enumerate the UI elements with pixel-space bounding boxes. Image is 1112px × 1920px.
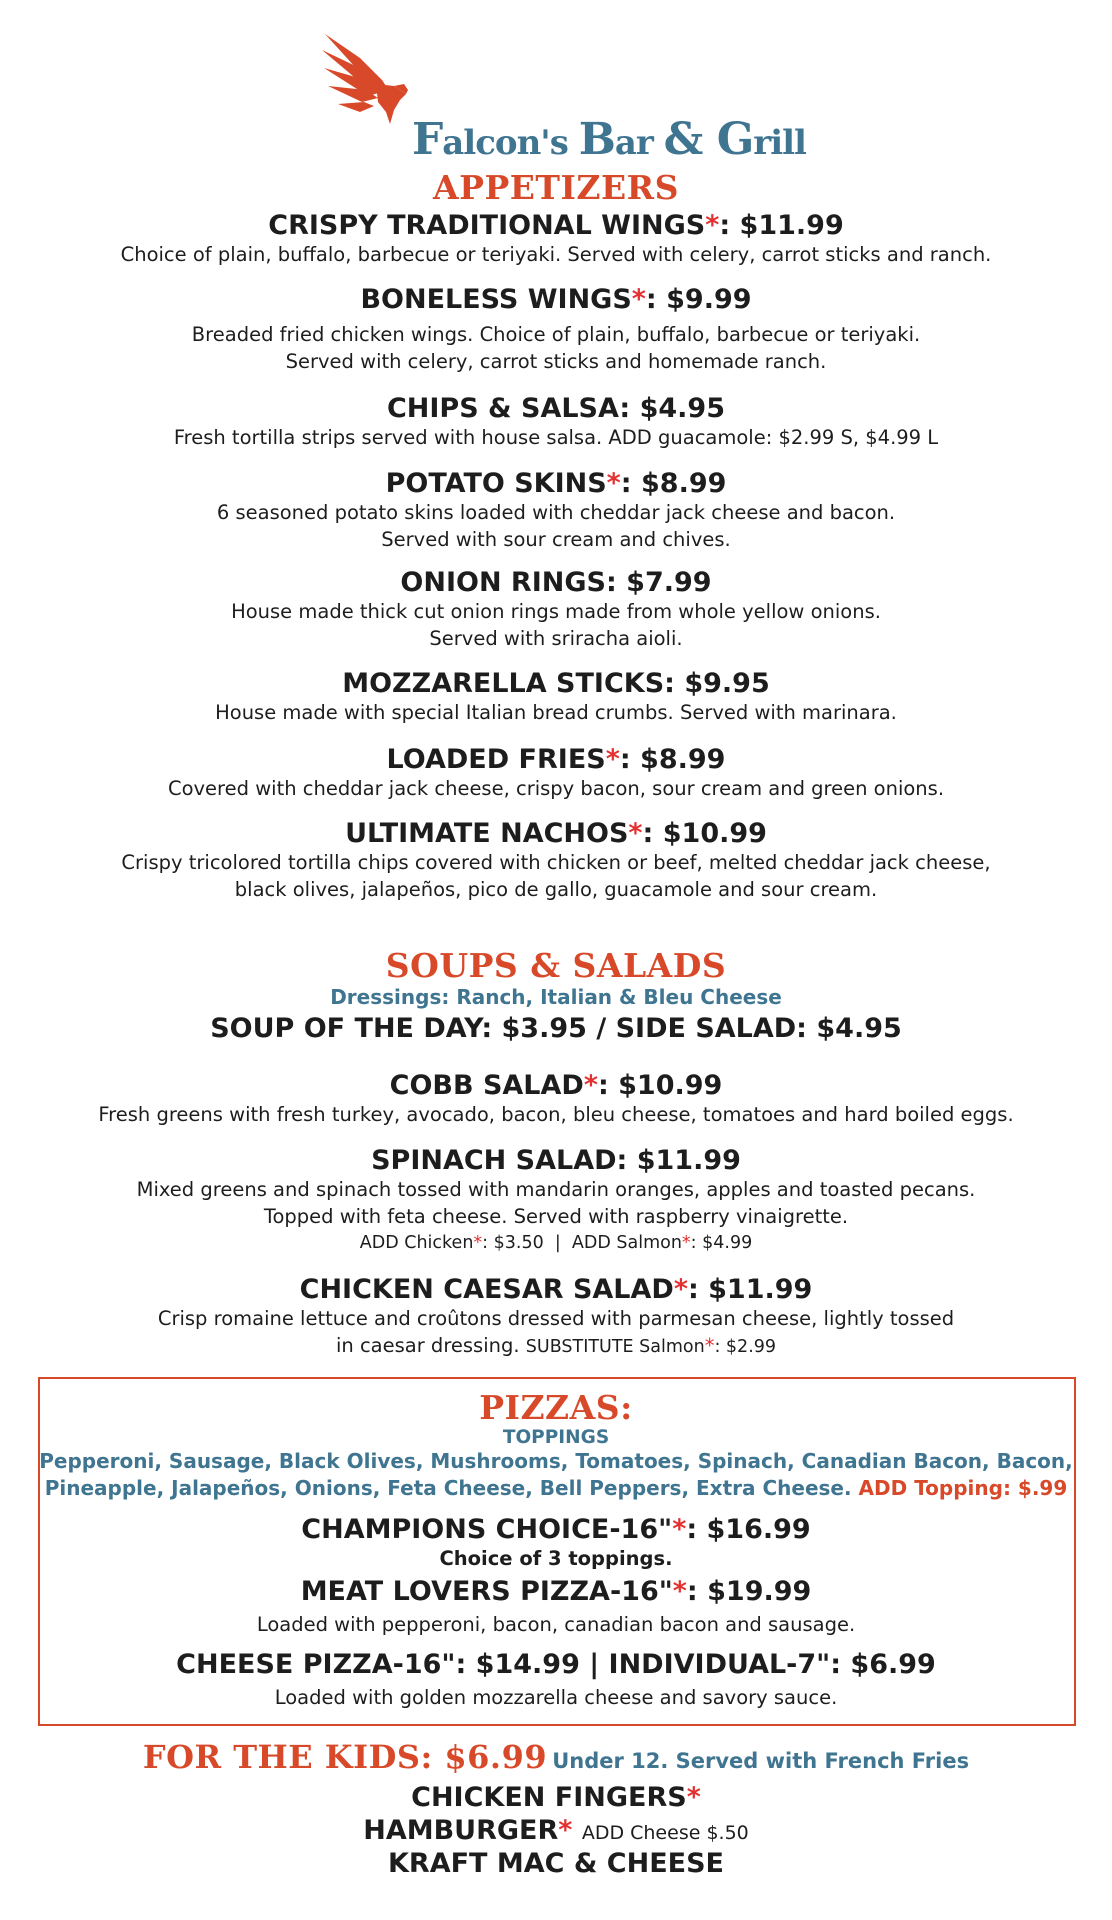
menu-item xyxy=(0,284,1112,375)
falcon-icon xyxy=(320,28,420,138)
item-description: black olives, jalapeños, pico de gallo, guacamole and sour cream. xyxy=(234,878,878,901)
item-description: Breaded fried chicken wings. Choice of plain, buffalo, barbecue or teriyaki. xyxy=(191,323,921,346)
kids-item: CHICKEN FINGERS* xyxy=(411,1782,701,1813)
kids-item: HAMBURGER* ADD Cheese $.50 xyxy=(363,1815,749,1846)
item-title: ULTIMATE NACHOS*: $10.99 xyxy=(345,818,767,849)
item-title: POTATO SKINS*: $8.99 xyxy=(385,468,727,499)
pizzas-section xyxy=(0,1388,1112,1502)
item-title: MOZZARELLA STICKS: $9.95 xyxy=(342,668,770,699)
item-title: BONELESS WINGS*: $9.99 xyxy=(360,284,752,315)
item-title: CHAMPIONS CHOICE-16"*: $16.99 xyxy=(301,1514,811,1545)
item-title: CHICKEN CAESAR SALAD*: $11.99 xyxy=(299,1274,813,1305)
item-description: Choice of plain, buffalo, barbecue or teriyaki. Served with celery, carrot sticks and ranch. xyxy=(120,243,992,266)
item-title: SPINACH SALAD: $11.99 xyxy=(371,1145,741,1176)
menu-item xyxy=(0,210,1112,268)
item-description: Loaded with golden mozzarella cheese and savory sauce. xyxy=(274,1686,838,1709)
menu-item xyxy=(0,468,1112,553)
item-description: House made thick cut onion rings made from whole yellow onions. xyxy=(231,600,881,623)
item-description: Crisp romaine lettuce and croûtons dressed with parmesan cheese, lightly tossed xyxy=(157,1307,955,1330)
toppings-list: Pineapple, Jalapeños, Onions, Feta Cheese, Bell Peppers, Extra Cheese. ADD Topping: $.99 xyxy=(44,1476,1068,1500)
kids-title: FOR THE KIDS: $6.99 xyxy=(142,1738,548,1776)
logo xyxy=(0,22,1112,165)
item-description: Served with sour cream and chives. xyxy=(381,528,731,551)
item-addons: ADD Chicken*: $3.50 | ADD Salmon*: $4.99 xyxy=(359,1233,753,1253)
menu-item xyxy=(0,668,1112,726)
toppings-label: TOPPINGS xyxy=(502,1427,610,1448)
menu-item xyxy=(0,1274,1112,1361)
item-title: CHEESE PIZZA-16": $14.99 | INDIVIDUAL-7": $6.99 xyxy=(176,1649,936,1680)
item-description: Fresh tortilla strips served with house salsa. ADD guacamole: $2.99 S, $4.99 L xyxy=(173,426,939,449)
kids-heading xyxy=(0,1738,1112,1776)
item-title: MEAT LOVERS PIZZA-16"*: $19.99 xyxy=(300,1576,812,1607)
item-description: in caesar dressing. SUBSTITUTE Salmon*: $2.99 xyxy=(335,1334,777,1357)
item-description: Crispy tricolored tortilla chips covered with chicken or beef, melted cheddar jack cheese, xyxy=(121,851,991,874)
kids-section xyxy=(0,1738,1112,1879)
menu-item xyxy=(0,1649,1112,1711)
menu-item xyxy=(0,1070,1112,1128)
item-description: Fresh greens with fresh turkey, avocado, bacon, bleu cheese, tomatoes and hard boiled eggs. xyxy=(98,1103,1014,1126)
soups-title: SOUPS & SALADS xyxy=(385,946,727,985)
menu-item xyxy=(0,744,1112,802)
item-title: CHIPS & SALSA: $4.95 xyxy=(386,393,726,424)
dressings-note: Dressings: Ranch, Italian & Bleu Cheese xyxy=(330,985,782,1009)
menu-item xyxy=(0,818,1112,903)
soups-section xyxy=(0,946,1112,1044)
menu-item xyxy=(0,1576,1112,1638)
pizzas-title: PIZZAS: xyxy=(479,1388,633,1427)
menu-item xyxy=(0,393,1112,451)
item-description: Covered with cheddar jack cheese, crispy bacon, sour cream and green onions. xyxy=(167,777,945,800)
toppings-list: Pepperoni, Sausage, Black Olives, Mushrooms, Tomatoes, Spinach, Canadian Bacon, Bacon, xyxy=(39,1449,1073,1473)
menu-item xyxy=(0,567,1112,652)
brand-name: Falcon's Bar & Grill xyxy=(412,114,806,165)
item-title: ONION RINGS: $7.99 xyxy=(400,567,712,598)
item-description: Choice of 3 toppings. xyxy=(439,1547,673,1570)
kids-item: KRAFT MAC & CHEESE xyxy=(388,1848,724,1879)
menu-item xyxy=(0,1514,1112,1572)
soup-line: SOUP OF THE DAY: $3.95 / SIDE SALAD: $4.95 xyxy=(210,1013,902,1044)
kids-note: Under 12. Served with French Fries xyxy=(552,1749,970,1773)
item-description: Served with celery, carrot sticks and homemade ranch. xyxy=(285,350,827,373)
item-title: COBB SALAD*: $10.99 xyxy=(389,1070,723,1101)
menu-item xyxy=(0,1145,1112,1257)
item-description: 6 seasoned potato skins loaded with cheddar jack cheese and bacon. xyxy=(216,501,896,524)
item-title: CRISPY TRADITIONAL WINGS*: $11.99 xyxy=(268,210,844,241)
appetizers-section xyxy=(0,168,1112,207)
item-description: House made with special Italian bread crumbs. Served with marinara. xyxy=(215,701,897,724)
item-description: Topped with feta cheese. Served with raspberry vinaigrette. xyxy=(263,1205,849,1228)
item-description: Served with sriracha aioli. xyxy=(429,627,683,650)
item-description: Loaded with pepperoni, bacon, canadian bacon and sausage. xyxy=(256,1613,856,1636)
appetizers-title: APPETIZERS xyxy=(433,168,679,207)
item-title: LOADED FRIES*: $8.99 xyxy=(386,744,726,775)
item-description: Mixed greens and spinach tossed with mandarin oranges, apples and toasted pecans. xyxy=(136,1178,976,1201)
